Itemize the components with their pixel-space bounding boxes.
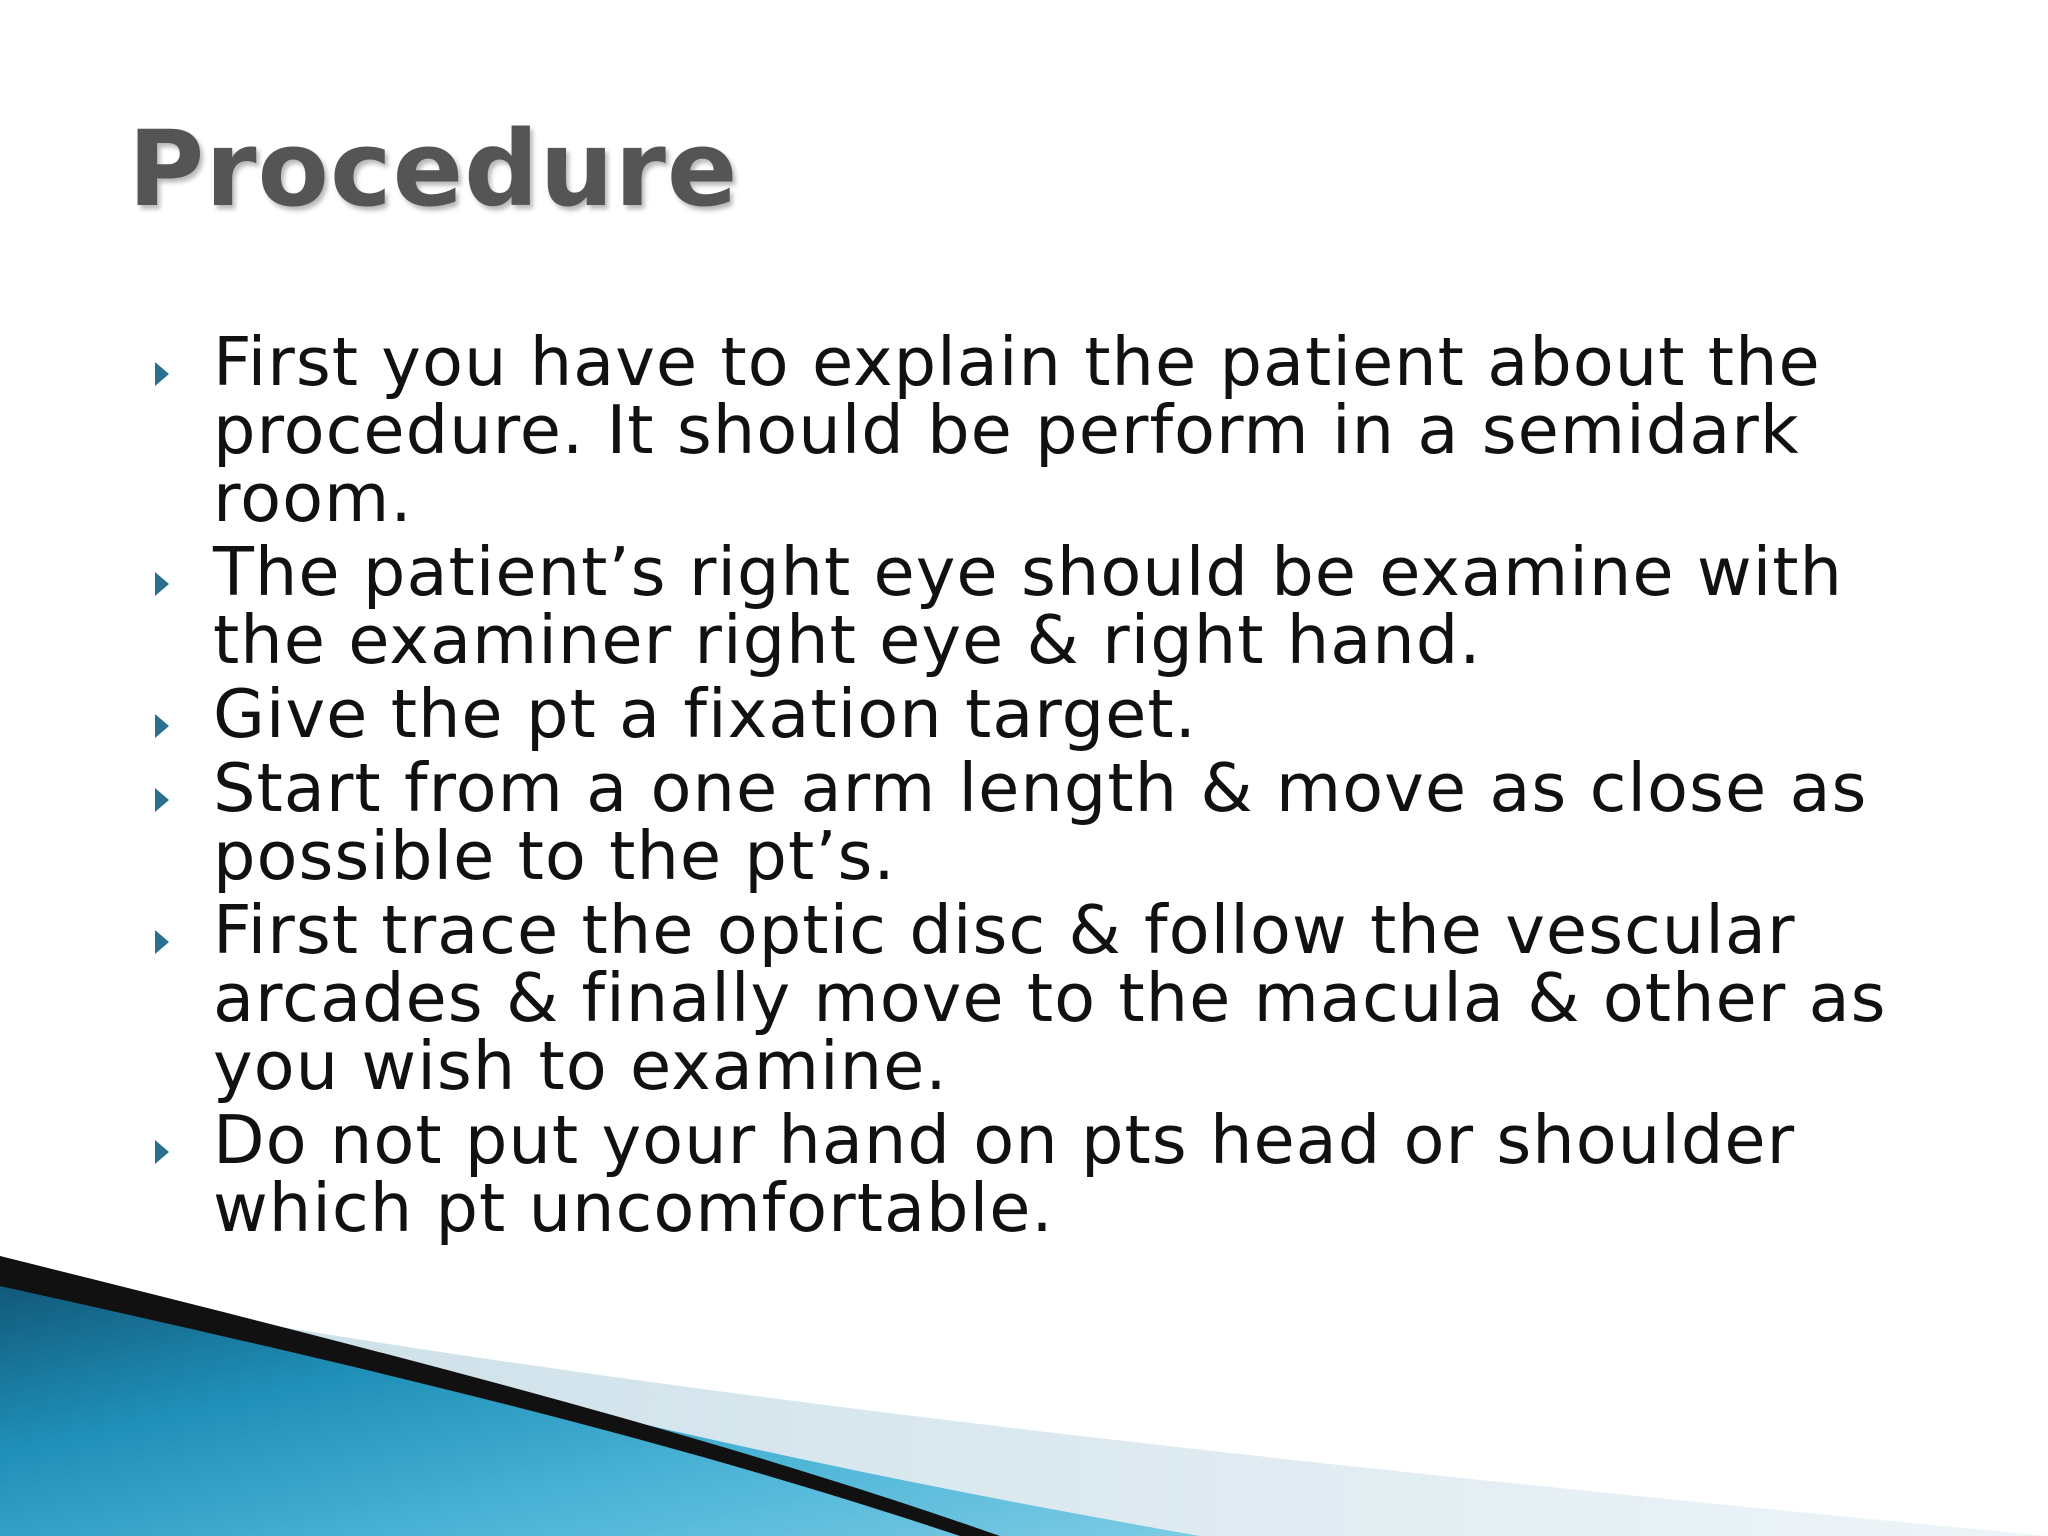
bullet-text: Start from a one arm length & move as close as possible to the pt’s. [213,749,1868,895]
bullet-item [145,533,1935,679]
right-triangle-bullet-icon [155,714,169,738]
bullet-text: The patient’s right eye should be examine with the examiner right eye & right hand. [213,533,1844,679]
bullet-text: Give the pt a fixation target. [213,675,1197,753]
slide-title: Procedure [128,108,739,230]
bullet-item [145,891,1935,1105]
bullet-text: First you have to explain the patient about the procedure. It should be perform in a semidark room. [213,323,1821,537]
right-triangle-bullet-icon [155,930,169,954]
bullet-item [145,323,1935,537]
bullet-item [145,675,1935,753]
bullet-list [145,323,1935,1248]
bullet-item [145,1101,1935,1247]
bullet-text: First trace the optic disc & follow the vescular arcades & finally move to the macula & other as you wish to examine. [213,891,1887,1105]
right-triangle-bullet-icon [155,1140,169,1164]
right-triangle-bullet-icon [155,572,169,596]
right-triangle-bullet-icon [155,788,169,812]
bullet-item [145,749,1935,895]
decorative-swoosh [0,1256,2048,1536]
bullet-text: Do not put your hand on pts head or shoulder which pt uncomfortable. [213,1101,1796,1247]
right-triangle-bullet-icon [155,362,169,386]
